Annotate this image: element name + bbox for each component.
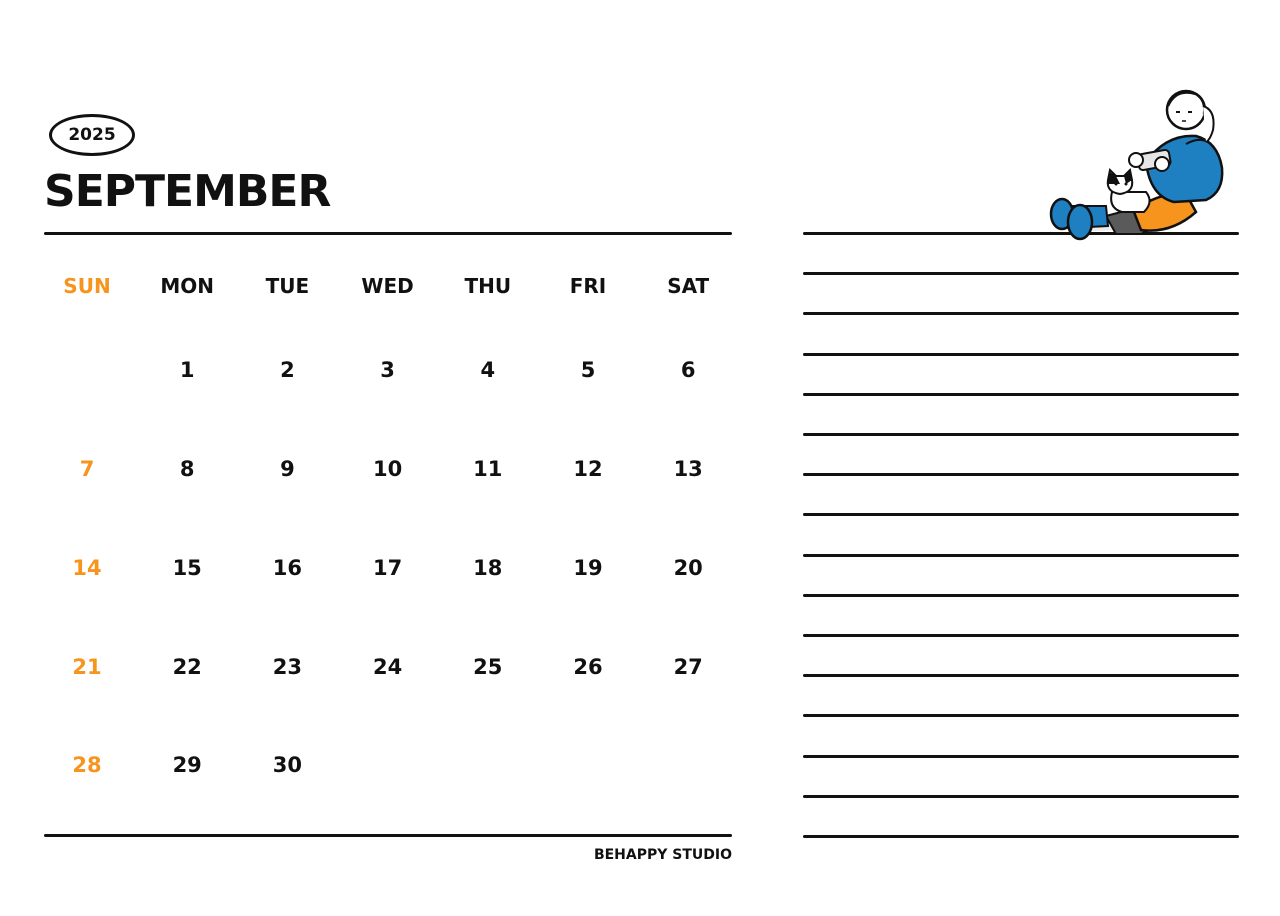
notes-line: [803, 272, 1239, 275]
calendar-day: 2: [280, 358, 295, 382]
notes-line: [803, 674, 1239, 677]
weekday-thu: THU: [464, 274, 512, 298]
notes-line: [803, 795, 1239, 798]
calendar-day: 15: [172, 556, 202, 580]
calendar-day: 10: [372, 457, 403, 481]
calendar-day: 28: [72, 753, 102, 777]
weekday-tue: TUE: [265, 274, 310, 298]
notes-line: [803, 835, 1239, 838]
notes-line: [803, 312, 1239, 315]
notes-line: [803, 554, 1239, 557]
notes-line: [803, 353, 1239, 356]
calendar-day: 7: [79, 457, 95, 481]
notes-line: [803, 433, 1239, 436]
calendar-day: 11: [473, 457, 503, 481]
notes-line: [803, 473, 1239, 476]
calendar-day: 8: [179, 457, 195, 481]
calendar-day: 5: [580, 358, 596, 382]
notes-line: [803, 513, 1239, 516]
notes-line: [803, 714, 1239, 717]
calendar-day: 17: [372, 556, 403, 580]
calendar-day: 23: [272, 655, 302, 679]
calendar-day: 14: [72, 556, 102, 580]
month-title: SEPTEMBER: [44, 166, 331, 217]
notes-line: [803, 634, 1239, 637]
weekday-sat: SAT: [667, 274, 710, 298]
calendar-day: 1: [179, 358, 195, 382]
notes-line: [803, 393, 1239, 396]
calendar-day: 6: [680, 358, 696, 382]
calendar-day: 21: [72, 655, 102, 679]
notes-line: [803, 755, 1239, 758]
calendar-day: 25: [473, 655, 503, 679]
calendar-day: 22: [172, 655, 202, 679]
year-badge: [49, 114, 135, 156]
calendar-day: 27: [673, 655, 703, 679]
calendar-day: 26: [573, 655, 603, 679]
calendar-top-divider: [44, 232, 732, 235]
calendar-day: 13: [673, 457, 703, 481]
calendar-day: 3: [380, 358, 395, 382]
girl-with-cat-illustration: [1046, 84, 1230, 248]
calendar-day: 18: [473, 556, 503, 580]
calendar-day: 9: [280, 457, 295, 481]
footer-brand: BEHAPPY STUDIO: [593, 847, 732, 863]
calendar-day: 4: [480, 358, 496, 382]
calendar-day: 20: [673, 556, 703, 580]
notes-line: [803, 594, 1239, 597]
weekday-wed: WED: [361, 274, 414, 298]
weekday-mon: MON: [160, 274, 215, 298]
calendar-day: 12: [573, 457, 603, 481]
calendar-day: 16: [272, 556, 302, 580]
year-label: 2025: [68, 125, 116, 145]
calendar-day: 30: [272, 753, 302, 777]
weekday-fri: FRI: [569, 274, 607, 298]
calendar-day: 29: [172, 753, 202, 777]
calendar-day: 19: [573, 556, 603, 580]
calendar-bottom-divider: [44, 834, 732, 837]
calendar-day: 24: [372, 655, 403, 679]
weekday-sun: SUN: [63, 274, 111, 298]
